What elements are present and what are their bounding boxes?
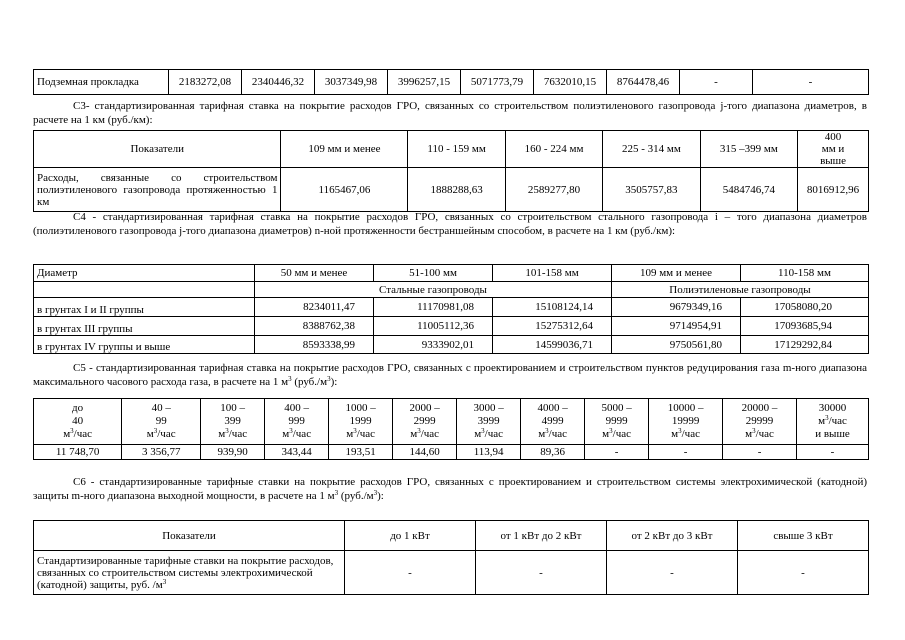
column-header: 101-158 мм	[493, 265, 612, 282]
superscript: 3	[70, 427, 74, 435]
column-header: 51-100 мм	[374, 265, 493, 282]
superscript: 3	[225, 427, 229, 435]
table-cell: 2183272,08	[169, 70, 242, 95]
table-cell: 1888288,63	[408, 168, 505, 212]
header-line-top: 3000 –	[473, 402, 504, 414]
table-row	[34, 282, 869, 298]
c5-table	[33, 398, 869, 460]
header-line-mid	[267, 415, 326, 428]
header-text: м	[146, 428, 154, 440]
header-line-mid	[36, 415, 119, 428]
header-text: 40	[72, 415, 84, 427]
column-header: от 1 кВт до 2 кВт	[476, 521, 607, 551]
table-cell: 15108124,14	[493, 298, 612, 317]
header-text: 4999	[541, 415, 564, 427]
c6-paragraph	[33, 475, 867, 503]
header-line-mid	[459, 415, 518, 428]
header-line-bot	[36, 428, 119, 441]
table-cell: 17058080,20	[741, 298, 869, 317]
column-header	[265, 399, 329, 445]
header-line-top: 10000 –	[667, 402, 704, 414]
table-cell: -	[738, 551, 869, 595]
table-header-row	[34, 265, 869, 282]
table-cell: 8234011,47	[255, 298, 374, 317]
superscript: 3	[825, 414, 829, 422]
c4-table	[33, 264, 869, 354]
header-line-top: 30000	[818, 402, 847, 414]
column-header	[797, 399, 869, 445]
table-cell: 9333902,01	[374, 336, 493, 354]
column-header: до 1 кВт	[345, 521, 476, 551]
table-row	[34, 317, 869, 336]
table-cell: 17129292,84	[741, 336, 869, 354]
header-text: м	[282, 428, 290, 440]
header-line-bot	[203, 428, 262, 441]
table-cell: 15275312,64	[493, 317, 612, 336]
header-line-bot	[587, 428, 646, 441]
table-cell	[34, 282, 255, 298]
table-cell: -	[753, 70, 869, 95]
table-cell: 3996257,15	[388, 70, 461, 95]
column-header: 109 мм и менее	[612, 265, 741, 282]
header-line-mid	[331, 415, 390, 428]
header-line-bot	[651, 428, 720, 441]
table-cell: 193,51	[329, 445, 393, 460]
header-text: м	[474, 428, 482, 440]
header-line-mid	[203, 415, 262, 428]
column-header: Диаметр	[34, 265, 255, 282]
table-cell: 11 748,70	[34, 445, 122, 460]
row-label	[34, 551, 345, 595]
row-label: в грунтах I и II группы	[34, 298, 255, 317]
table-cell: 7632010,15	[534, 70, 607, 95]
header-text: 999	[288, 415, 305, 427]
row-label: Подземная прокладка	[34, 70, 169, 95]
c5-text-end: ):	[330, 376, 338, 388]
c5-text-unit: (руб./м	[291, 376, 328, 388]
c3-paragraph: С3- стандартизированная тарифная ставка на покрытие расходов ГРО, связанных со строительством полиэтиленового газопровода j-того диапазона диаметров, в расчете на 1 км (руб./км):	[33, 100, 867, 126]
header-unit: /час	[755, 428, 774, 440]
column-header: Показатели	[34, 521, 345, 551]
superscript: 3	[288, 375, 292, 383]
table-row	[34, 298, 869, 317]
table-cell: -	[723, 445, 797, 460]
header-unit: /час	[548, 428, 568, 440]
table-cell: 11170981,08	[374, 298, 493, 317]
column-header	[457, 399, 521, 445]
column-header	[723, 399, 797, 445]
table-cell: 3505757,83	[603, 168, 700, 212]
header-text: 399	[224, 415, 241, 427]
header-line-mid	[725, 415, 794, 428]
header-line-bot	[523, 428, 582, 441]
header-text: 9999	[605, 415, 628, 427]
table-cell: 5484746,74	[700, 168, 797, 212]
header-unit: /час	[157, 428, 176, 440]
header-text: м	[818, 415, 826, 427]
header-line-top: 4000 –	[537, 402, 568, 414]
column-header	[122, 399, 201, 445]
header-text: и выше	[815, 428, 850, 440]
row-label: в грунтах III группы	[34, 317, 255, 336]
header-text: 99	[155, 415, 167, 427]
table-cell: 8388762,38	[255, 317, 374, 336]
table-cell: 343,44	[265, 445, 329, 460]
row-label: в грунтах IV группы и выше	[34, 336, 255, 354]
table-cell: 9750561,80	[612, 336, 741, 354]
table-cell: 8764478,46	[607, 70, 680, 95]
underground-table	[33, 69, 869, 95]
row-label-text: Стандартизированные тарифные ставки на покрытие расходов, связанных со строительством системы электрохимической (катодной) защиты, руб. /м	[37, 554, 334, 591]
header-unit: /час	[681, 428, 700, 440]
table-cell: 17093685,94	[741, 317, 869, 336]
table-cell: 2340446,32	[242, 70, 315, 95]
header-unit: /час	[828, 415, 847, 427]
superscript: 3	[545, 427, 549, 435]
table-cell: -	[476, 551, 607, 595]
header-line-bot	[459, 428, 518, 441]
table-cell: 3 356,77	[122, 445, 201, 460]
column-header: 50 мм и менее	[255, 265, 374, 282]
superscript: 3	[353, 427, 357, 435]
header-unit: /час	[228, 428, 248, 440]
group-header-pe: Полиэтиленовые газопроводы	[612, 282, 869, 298]
superscript: 3	[327, 375, 331, 383]
superscript: 3	[609, 427, 613, 435]
header-unit: /час	[420, 428, 440, 440]
table-cell: 8016912,96	[798, 168, 869, 212]
table-cell: 1165467,06	[281, 168, 408, 212]
header-text: м	[410, 428, 418, 440]
column-header	[649, 399, 723, 445]
c3-table	[33, 130, 869, 212]
header-text: м	[602, 428, 610, 440]
c6-text-end: ):	[377, 490, 384, 502]
c6-text-unit: (руб./м	[338, 490, 374, 502]
table-row	[34, 70, 869, 95]
column-header	[521, 399, 585, 445]
table-cell: 8593338,99	[255, 336, 374, 354]
table-cell: 89,36	[521, 445, 585, 460]
superscript: 3	[417, 427, 421, 435]
table-row	[34, 336, 869, 354]
table-cell: 9714954,91	[612, 317, 741, 336]
c4-paragraph: С4 - стандартизированная тарифная ставка на покрытие расходов ГРО, связанных со строительством стального газопровода i – того диапазона диаметров (полиэтиленового газопровода j-того диапазона диаметров) n-ной протяженности бестраншейным способом, в расчете на 1 км (руб./км):	[33, 211, 867, 237]
header-line-top: 5000 –	[601, 402, 632, 414]
column-header: от 2 кВт до 3 кВт	[607, 521, 738, 551]
row-label: Расходы, связанные со строительством полиэтиленового газопровода протяженностью 1 км	[34, 168, 281, 212]
table-cell: -	[607, 551, 738, 595]
header-text: 2999	[413, 415, 436, 427]
superscript: 3	[289, 427, 293, 435]
header-unit: /час	[292, 428, 312, 440]
header-line-bot	[331, 428, 390, 441]
table-cell: 144,60	[393, 445, 457, 460]
header-line-bot	[395, 428, 454, 441]
header-text: м	[538, 428, 546, 440]
table-cell: 5071773,79	[461, 70, 534, 95]
superscript: 3	[373, 489, 378, 497]
header-text: м	[346, 428, 354, 440]
table-header-row	[34, 521, 869, 551]
header-line-top: 400 –	[284, 402, 310, 414]
table-cell: -	[585, 445, 649, 460]
column-header: 160 - 224 мм	[505, 131, 602, 168]
header-line-mid	[395, 415, 454, 428]
table-cell: 14599036,71	[493, 336, 612, 354]
column-header	[585, 399, 649, 445]
column-header	[393, 399, 457, 445]
table-cell: 9679349,16	[612, 298, 741, 317]
column-header: свыше 3 кВт	[738, 521, 869, 551]
column-header: 400 мм и выше	[798, 131, 869, 168]
superscript: 3	[153, 427, 158, 435]
table-row	[34, 445, 869, 460]
header-unit: /час	[356, 428, 376, 440]
table-cell: 2589277,80	[505, 168, 602, 212]
header-line-bot	[267, 428, 326, 441]
header-line-mid	[651, 415, 720, 428]
header-line-mid	[587, 415, 646, 428]
group-header-steel: Стальные газопроводы	[255, 282, 612, 298]
table-cell: 3037349,98	[315, 70, 388, 95]
header-line-top: 2000 –	[409, 402, 440, 414]
superscript: 3	[678, 427, 682, 435]
superscript: 3	[481, 427, 485, 435]
c6-table	[33, 520, 869, 595]
header-text: 1999	[349, 415, 372, 427]
column-header: 315 –399 мм	[700, 131, 797, 168]
table-cell: 113,94	[457, 445, 521, 460]
header-line-top: 40 –	[151, 402, 171, 414]
table-cell: 11005112,36	[374, 317, 493, 336]
header-text: м	[63, 428, 71, 440]
table-cell: -	[649, 445, 723, 460]
table-cell: -	[345, 551, 476, 595]
header-line-top: до	[72, 402, 84, 414]
superscript: 3	[752, 427, 756, 435]
header-line-mid	[124, 415, 198, 428]
table-cell: -	[797, 445, 869, 460]
header-line-bot	[725, 428, 794, 441]
header-unit: /час	[612, 428, 631, 440]
c6-text: С6 - стандартизированные тарифные ставки на покрытие расходов ГРО, связанных с проектированием и строительством системы электрохимической (катодной) защиты m-ного диапазона выходной мощности, в расчете на 1 м	[33, 476, 867, 502]
c5-text: С5 - стандартизированная тарифная ставка на покрытие расходов ГРО, связанных с проектированием и строительством пунктов редуцирования газа m-ного диапазона максимального часового расхода газа, в расчете на 1 м	[33, 362, 867, 388]
column-header	[329, 399, 393, 445]
header-unit: /час	[73, 428, 93, 440]
table-row	[34, 168, 869, 212]
column-header: 225 - 314 мм	[603, 131, 700, 168]
column-header	[34, 399, 122, 445]
header-line-mid	[523, 415, 582, 428]
header-line-mid	[799, 415, 866, 428]
header-line-top: 20000 –	[741, 402, 778, 414]
header-text: м	[745, 428, 753, 440]
header-text: м	[671, 428, 679, 440]
column-header: 110-158 мм	[741, 265, 869, 282]
table-header-row	[34, 399, 869, 445]
table-header-row	[34, 131, 869, 168]
column-header: Показатели	[34, 131, 281, 168]
c5-paragraph	[33, 361, 867, 389]
superscript: 3	[334, 489, 339, 497]
header-line-bot	[124, 428, 198, 441]
header-text: 3999	[477, 415, 500, 427]
header-text: 19999	[671, 415, 700, 427]
table-cell: -	[680, 70, 753, 95]
header-unit: /час	[484, 428, 504, 440]
header-text: м	[218, 428, 226, 440]
column-header: 109 мм и менее	[281, 131, 408, 168]
superscript: 3	[162, 577, 167, 586]
column-header: 110 - 159 мм	[408, 131, 505, 168]
column-header	[201, 399, 265, 445]
header-line-top: 1000 –	[345, 402, 376, 414]
table-row	[34, 551, 869, 595]
table-cell: 939,90	[201, 445, 265, 460]
header-line-top: 100 –	[220, 402, 246, 414]
header-line-bot	[799, 428, 866, 441]
header-text: 29999	[745, 415, 774, 427]
